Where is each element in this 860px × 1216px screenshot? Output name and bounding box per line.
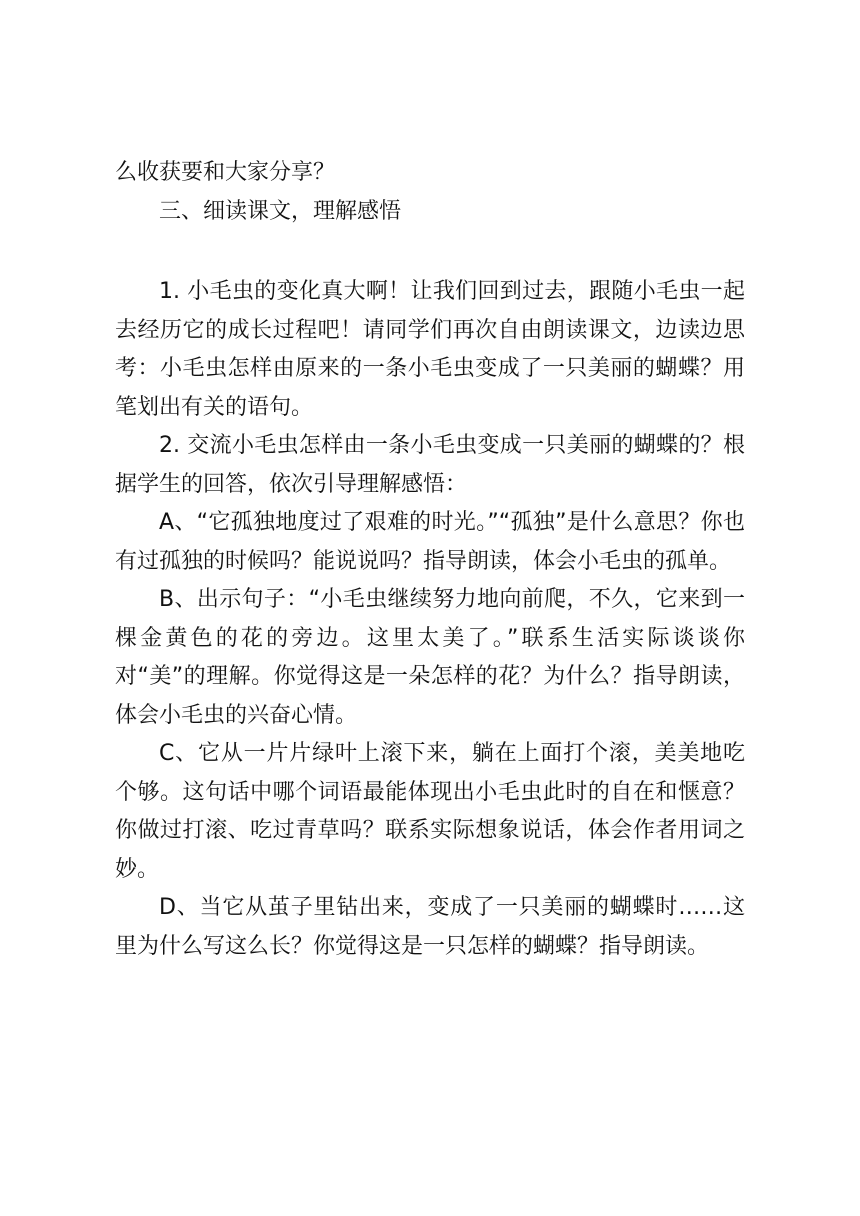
paragraph-item-d: D、当它从茧子里钻出来，变成了一只美丽的蝴蝶时……这里为什么写这么长？你觉得这是一只怎样的蝴蝶？指导朗读。 bbox=[115, 895, 745, 959]
document-body bbox=[115, 154, 745, 966]
paragraph-step-1: 1. 小毛虫的变化真大啊！让我们回到过去，跟随小毛虫一起去经历它的成长过程吧！请同学们再次自由朗读课文，边读边思考：小毛虫怎样由原来的一条小毛虫变成了一只美丽的蝴蝶？用笔划出有关的语句。 bbox=[115, 279, 745, 420]
paragraph-item-c: C、它从一片片绿叶上滚下来，躺在上面打个滚，美美地吃个够。这句话中哪个词语最能体现出小毛虫此时的自在和惬意？你做过打滚、吃过青草吗？联系实际想象说话，体会作者用词之妙。 bbox=[115, 741, 745, 882]
paragraph-step-2: 2. 交流小毛虫怎样由一条小毛虫变成一只美丽的蝴蝶的？根据学生的回答，依次引导理解感悟： bbox=[115, 433, 745, 497]
section-heading: 三、细读课文，理解感悟 bbox=[159, 198, 402, 224]
paragraph-continuation: 么收获要和大家分享？ bbox=[115, 160, 336, 185]
paragraph-item-b: B、出示句子：“小毛虫继续努力地向前爬，不久，它来到一棵金黄色的花的旁边。这里太美了。”联系生活实际谈谈你对“美”的理解。你觉得这是一朵怎样的花？为什么？指导朗读，体会小毛虫的兴奋心情。 bbox=[115, 587, 745, 728]
paragraph-item-a: A、“它孤独地度过了艰难的时光。”“孤独”是什么意思？你也有过孤独的时候吗？能说说吗？指导朗读，体会小毛虫的孤单。 bbox=[115, 510, 745, 574]
